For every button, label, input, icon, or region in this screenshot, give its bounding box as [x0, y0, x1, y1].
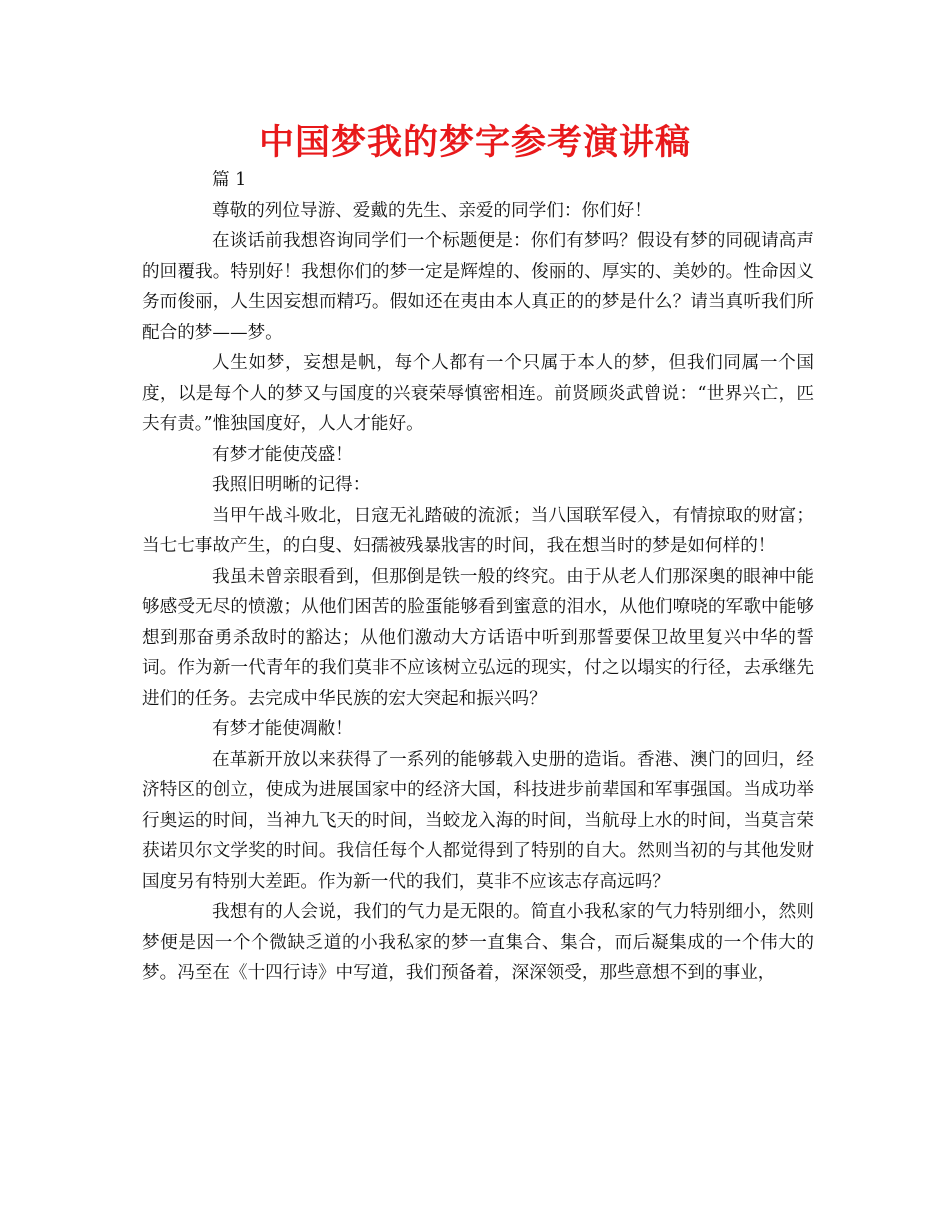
paragraph: 在谈话前我想咨询同学们一个标题便是：你们有梦吗？假设有梦的同砚请高声的回覆我。特别好！我想你们的梦一定是辉煌的、俊丽的、厚实的、美妙的。性命因义务而俊丽，人生因妄想而精巧。假如还在夷由本人真正的的梦是什么？请当真听我们所配合的梦——梦。	[142, 231, 814, 343]
paragraph: 我想有的人会说，我们的气力是无限的。简直小我私家的气力特别细小，然则梦便是因一个个微缺乏道的小我私家的梦一直集合、集合，而后凝集成的一个伟大的梦。冯至在《十四行诗》中写道，我们预备着，深深领受，那些意想不到的事业，	[142, 902, 814, 983]
paragraph: 有梦才能使茂盛！	[212, 444, 353, 465]
document-body	[142, 165, 814, 989]
paragraph: 人生如梦，妄想是帆，每个人都有一个只属于本人的梦，但我们同属一个国度，以是每个人的梦又与国度的兴衰荣辱慎密相连。前贤顾炎武曾说：“世界兴亡，匹夫有责。”惟独国度好，人人才能好。	[142, 353, 814, 434]
document-title: 中国梦我的梦字参考演讲稿	[258, 123, 691, 163]
paragraph: 有梦才能使凋敝！	[212, 719, 353, 739]
paragraph: 尊敬的列位导游、爱戴的先生、亲爱的同学们：你们好！	[212, 200, 652, 221]
paragraph: 我照旧明晰的记得：	[212, 475, 371, 495]
paragraph: 在革新开放以来获得了一系列的能够载入史册的造诣。香港、澳门的回归，经济特区的创立，使成为进展国家中的经济大国，科技进步前辈国和军事强国。当成功举行奥运的时间，当神九飞天的时间，当蛟龙入海的时间，当航母上水的时间，当莫言荣获诺贝尔文学奖的时间。我信任每个人都觉得到了特别的自大。然则当初的与其他发财国度另有特别大差距。作为新一代的我们，莫非不应该志存高远吗？	[142, 749, 814, 892]
section-label: 篇 1	[212, 170, 247, 190]
paragraph: 我虽未曾亲眼看到，但那倒是铁一般的终究。由于从老人们那深奥的眼神中能够感受无尽的愤激；从他们困苦的脸蛋能够看到蜜意的泪水，从他们嘹哓的军歌中能够想到那奋勇杀敌时的豁达；从他们激动大方话语中听到那誓要保卫故里复兴中华的誓词。作为新一代青年的我们莫非不应该树立弘远的现实，付之以塌实的行径，去承继先进们的任务。去完成中华民族的宏大突起和振兴吗？	[142, 566, 814, 709]
paragraph: 当甲午战斗败北，日寇无礼踏破的流派；当八国联军侵入，有情掠取的财富；当七七事故产生，的白叟、妇孺被残暴戕害的时间，我在想当时的梦是如何样的！	[142, 505, 814, 556]
